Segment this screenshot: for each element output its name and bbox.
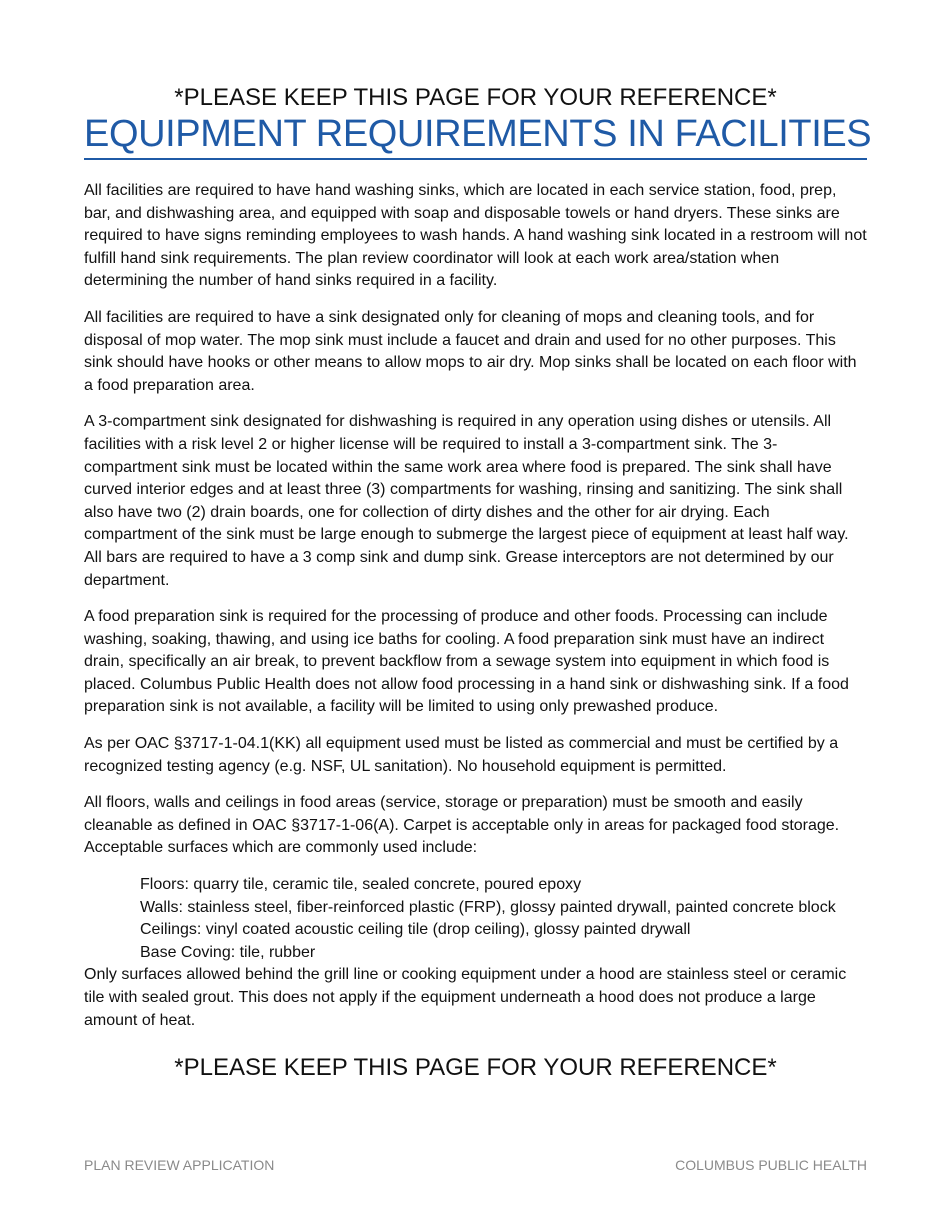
grill-line-paragraph: Only surfaces allowed behind the grill line or cooking equipment under a hood are stainless steel or ceramic tile with sealed grout. This does not apply if the equipment underneath a hood does not produce a large amount of heat.: [84, 966, 847, 1029]
list-item: Walls: stainless steel, fiber-reinforced plastic (FRP), glossy painted drywall, painted concrete block: [140, 898, 836, 916]
list-item: Ceilings: vinyl coated acoustic ceiling tile (drop ceiling), glossy painted drywall: [140, 921, 691, 939]
list-item: Base Coving: tile, rubber: [140, 943, 316, 961]
body-text: [84, 180, 867, 860]
footer-application-name: PLAN REVIEW APPLICATION: [84, 1157, 275, 1173]
page-title: EQUIPMENT REQUIREMENTS IN FACILITIES: [84, 113, 872, 155]
surfaces-paragraph: All floors, walls and ceilings in food areas (service, storage or preparation) must be smooth and easily cleanable as defined in OAC §3717-1-06(A). Carpet is acceptable only in areas for packaged food storage. Acceptable surfaces which are commonly used include:: [84, 794, 840, 857]
document-page: [84, 84, 872, 1082]
commercial-equipment-paragraph: As per OAC §3717-1-04.1(KK) all equipment used must be listed as commercial and must be certified by a recognized testing agency (e.g. NSF, UL sanitation). No household equipment is permitted.: [84, 735, 839, 775]
title-underline: [84, 158, 867, 160]
three-compartment-sink-paragraph: A 3-compartment sink designated for dishwashing is required in any operation using dishes or utensils. All facilities with a risk level 2 or higher license will be required to install a 3-compartment sink. The 3-compartment sink must be located within the same work area where food is prepared. The sink shall have curved interior edges and at least three (3) compartments for washing, rinsing and sanitizing. The sink shall also have two (2) drain boards, one for collection of dirty dishes and the other for air drying. Each compartment of the sink must be large enough to submerge the largest piece of equipment at least half way. All bars are required to have a 3 comp sink and dump sink. Grease interceptors are not determined by our department.: [84, 413, 849, 589]
hand-sink-paragraph: All facilities are required to have hand washing sinks, which are located in each service station, food, prep, bar, and dishwashing area, and equipped with soap and disposable towels or hand dryers. These sinks are required to have signs reminding employees to wash hands. A hand washing sink located in a restroom will not fulfill hand sink requirements. The plan review coordinator will look at each work area/station when determining the number of hand sinks required in a facility.: [84, 182, 867, 290]
food-prep-sink-paragraph: A food preparation sink is required for the processing of produce and other foods. Processing can include washing, soaking, thawing, and using ice baths for cooling. A food preparation sink must have an indirect drain, specifically an air break, to prevent backflow from a sewage system into equipment in which food is placed. Columbus Public Health does not allow food processing in a hand sink or dishwashing sink. If a food preparation sink is not available, a facility will be limited to using only prewashed produce.: [84, 608, 849, 716]
footer-organization-name: COLUMBUS PUBLIC HEALTH: [675, 1157, 867, 1173]
keep-notice-top: *PLEASE KEEP THIS PAGE FOR YOUR REFERENCE*: [174, 84, 777, 111]
list-item: Floors: quarry tile, ceramic tile, sealed concrete, poured epoxy: [140, 876, 582, 894]
mop-sink-paragraph: All facilities are required to have a sink designated only for cleaning of mops and cleaning tools, and for disposal of mop water. The mop sink must include a faucet and drain and used for no other purposes. This sink should have hooks or other means to allow mops to air dry. Mop sinks shall be located on each floor with a food preparation area.: [84, 308, 857, 394]
acceptable-surfaces-list: [84, 874, 867, 964]
keep-notice-bottom: *PLEASE KEEP THIS PAGE FOR YOUR REFERENCE*: [174, 1054, 777, 1082]
